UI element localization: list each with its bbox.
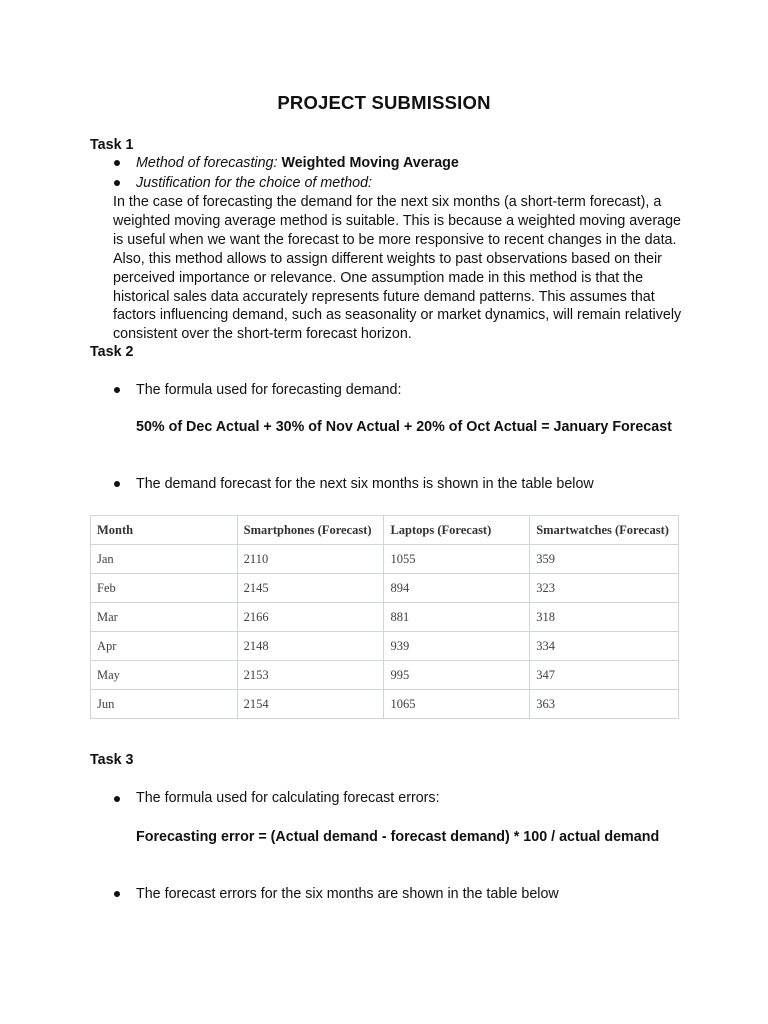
- table-cell: May: [91, 661, 238, 690]
- table-cell: 2110: [237, 545, 384, 574]
- table-cell: 1065: [384, 690, 530, 719]
- bullet-icon: [114, 180, 120, 186]
- method-bullet: [136, 155, 459, 171]
- table-cell: Jan: [91, 545, 238, 574]
- error-formula-bullet: The formula used for calculating forecast errors:: [136, 790, 440, 806]
- table-cell: 323: [530, 574, 679, 603]
- table-cell: Feb: [91, 574, 238, 603]
- table-row: [91, 545, 679, 574]
- table-cell: 2148: [237, 632, 384, 661]
- table-cell: 881: [384, 603, 530, 632]
- justification-bullet: [136, 175, 372, 191]
- table-cell: 2166: [237, 603, 384, 632]
- table-cell: 2154: [237, 690, 384, 719]
- table-row: [91, 661, 679, 690]
- table-cell: 1055: [384, 545, 530, 574]
- table-row: [91, 690, 679, 719]
- page-title: PROJECT SUBMISSION: [277, 92, 491, 113]
- table-cell: Jun: [91, 690, 238, 719]
- table-row: [91, 632, 679, 661]
- forecast-table-bullet: The demand forecast for the next six months is shown in the table below: [136, 476, 594, 492]
- table-cell: Mar: [91, 603, 238, 632]
- table-cell: 2145: [237, 574, 384, 603]
- task1-heading: Task 1: [90, 137, 134, 153]
- table-cell: 2153: [237, 661, 384, 690]
- table-cell: 363: [530, 690, 679, 719]
- bullet-icon: [114, 387, 120, 393]
- error-table-bullet: The forecast errors for the six months are shown in the table below: [136, 886, 559, 902]
- table-cell: 894: [384, 574, 530, 603]
- table-cell: 318: [530, 603, 679, 632]
- justification-label: Justification for the choice of method:: [136, 175, 373, 191]
- bullet-icon: [114, 481, 120, 487]
- table-cell: 347: [530, 661, 679, 690]
- error-formula: Forecasting error = (Actual demand - forecast demand) * 100 / actual demand: [136, 829, 660, 845]
- justification-paragraph: In the case of forecasting the demand for the next six months (a short-term forecast), a weighted moving average method is suitable. This is because a weighted moving average is useful when we want the forecast to be more responsive to recent changes in the data. Also, this method allows to assign different weights to past observations based on their perceived importance or relevance. One assumption made in this method is that the historical sales data accurately represents future demand patterns. This assumes that factors influencing demand, such as seasonality or market dynamics, will remain relatively consistent over the short-term forecast horizon.: [113, 194, 682, 343]
- forecast-formula: 50% of Dec Actual + 30% of Nov Actual + 20% of Oct Actual = January Forecast: [136, 419, 672, 435]
- method-value: Weighted Moving Average: [281, 155, 459, 171]
- forecast-table: [90, 515, 679, 719]
- table-header-cell: Smartwatches (Forecast): [530, 516, 679, 545]
- table-row: [91, 603, 679, 632]
- table-cell: 939: [384, 632, 530, 661]
- task3-heading: Task 3: [90, 752, 134, 768]
- bullet-icon: [114, 796, 120, 802]
- table-header-row: [91, 516, 679, 545]
- bullet-icon: [114, 891, 120, 897]
- table-row: [91, 574, 679, 603]
- bullet-icon: [114, 160, 120, 166]
- table-cell: 995: [384, 661, 530, 690]
- table-cell: Apr: [91, 632, 238, 661]
- task2-heading: Task 2: [90, 344, 134, 360]
- table-header-cell: Month: [91, 516, 238, 545]
- table-header-cell: Smartphones (Forecast): [237, 516, 384, 545]
- table-header-cell: Laptops (Forecast): [384, 516, 530, 545]
- table-cell: 334: [530, 632, 679, 661]
- forecast-formula-bullet: The formula used for forecasting demand:: [136, 382, 402, 398]
- table-cell: 359: [530, 545, 679, 574]
- method-label: Method of forecasting:: [136, 155, 278, 171]
